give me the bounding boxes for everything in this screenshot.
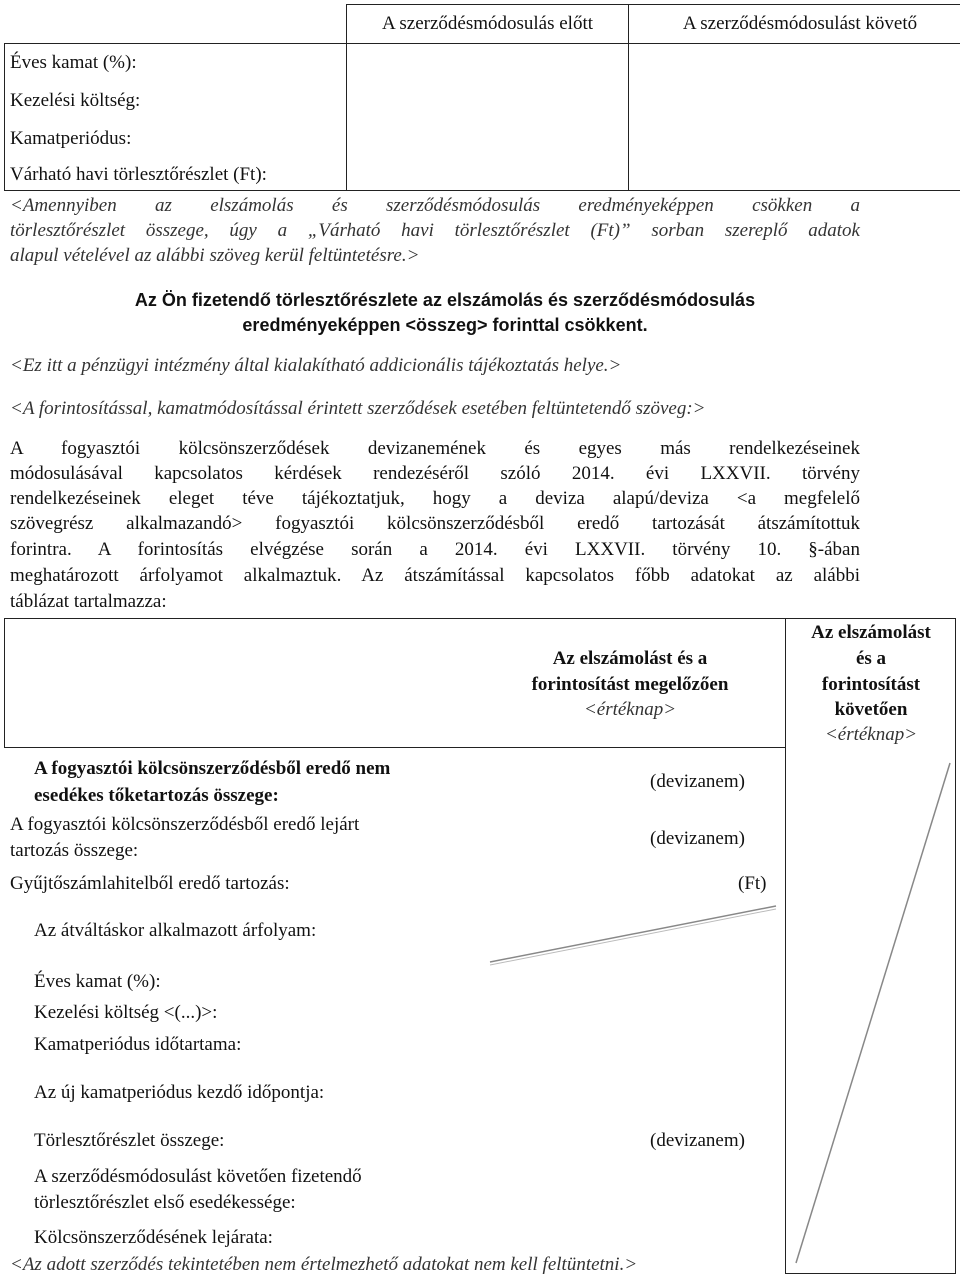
header-after-line: Az elszámolást	[811, 622, 931, 643]
notice-line-1: Az Ön fizetendő törlesztőrészlete az elszámolás és szerződésmódosulás	[134, 290, 756, 310]
additional-info-note: <Ez itt a pénzügyi intézmény által kialakítható addicionális tájékoztatás helye.>	[10, 355, 622, 376]
paragraph-line: forintra. A forintosítás elvégzése során a 2014. évi LXXVII. törvény 10. §-ában	[10, 539, 860, 560]
row-label-installment-amount: Törlesztőrészlet összege:	[34, 1130, 225, 1151]
row-label-annual-interest: Éves kamat (%):	[10, 52, 137, 73]
row-label-overdue: A fogyasztói kölcsönszerződésből eredő lejárt	[10, 814, 360, 835]
paragraph-line: szövegrész alkalmazandó> fogyasztói kölcsönszerződésből eredő tartozását átszámítottuk	[10, 513, 860, 534]
header-before-line: Az elszámolást és a	[552, 648, 708, 669]
note-line: törlesztőrészlet összege, úgy a „Várható havi törlesztőrészlet (Ft)” sorban szereplő adatok	[10, 220, 860, 241]
header-after-line: követően	[834, 699, 908, 720]
header-after-value-date: <értéknap>	[824, 724, 918, 745]
note-line: <Amennyiben az elszámolás és szerződésmódosulás eredményeképpen csökken a	[10, 195, 860, 216]
note-line: alapul vételével az alábbi szöveg kerül feltüntetésre.>	[10, 245, 420, 266]
header-before-value-date: <értéknap>	[583, 699, 677, 720]
row-label-overdue: tartozás összege:	[10, 840, 139, 861]
row-label-monthly-installment: Várható havi törlesztőrészlet (Ft):	[10, 164, 267, 185]
row-unit: (devizanem)	[650, 1130, 745, 1151]
paragraph-line: A fogyasztói kölcsönszerződések devizanemének és egyes más rendelkezéseinek	[10, 438, 860, 459]
notice-line-2: eredményeképpen <összeg> forinttal csökkent.	[242, 315, 648, 335]
row-unit: (devizanem)	[650, 828, 745, 849]
column-header-after: A szerződésmódosulást követő	[682, 13, 918, 34]
row-label-handling-fee: Kezelési költség:	[10, 90, 141, 111]
row-label-principal: esedékes tőketartozás összege:	[34, 785, 279, 806]
paragraph-line: táblázat tartalmazza:	[10, 591, 167, 612]
header-before-line: forintosítást megelőzően	[531, 674, 729, 695]
paragraph-line: módosulásával kapcsolatos kérdések rendezéséről szóló 2014. évi LXXVII. törvény	[10, 463, 860, 484]
conversion-text-note: <A forintosítással, kamatmódosítással érintett szerződések esetében feltüntetendő szöveg:>	[10, 398, 706, 419]
row-label-first-due-date: törlesztőrészlet első esedékessége:	[34, 1192, 296, 1213]
paragraph-line: meghatározott árfolyamot alkalmaztuk. Az átszámítással kapcsolatos főbb adatokat az alábbi	[10, 565, 860, 586]
row-label-first-due-date: A szerződésmódosulást követően fizetendő	[34, 1166, 362, 1187]
row-label-exchange-rate: Az átváltáskor alkalmazott árfolyam:	[34, 920, 317, 941]
header-after-line: és a	[855, 648, 887, 669]
row-label-annual-interest: Éves kamat (%):	[34, 971, 161, 992]
row-label-handling-fee: Kezelési költség <(...)>:	[34, 1002, 218, 1023]
row-unit: (Ft)	[738, 873, 767, 894]
column-header-before: A szerződésmódosulás előtt	[381, 13, 594, 34]
row-label-collection-account: Gyűjtőszámlahitelből eredő tartozás:	[10, 873, 290, 894]
header-after-line: forintosítást	[821, 674, 921, 695]
paragraph-line: rendelkezéseinek eleget téve tájékoztatjuk, hogy a deviza alapú/deviza <a megfelelő	[10, 488, 860, 509]
row-label-loan-maturity: Kölcsönszerződésének lejárata:	[34, 1227, 273, 1248]
footer-note: <Az adott szerződés tekintetében nem értelmezhető adatokat nem kell feltüntetni.>	[10, 1254, 638, 1275]
row-label-interest-period: Kamatperiódus időtartama:	[34, 1034, 242, 1055]
row-label-principal: A fogyasztói kölcsönszerződésből eredő nem	[34, 758, 391, 779]
row-label-interest-period: Kamatperiódus:	[10, 128, 132, 149]
row-label-new-period-start: Az új kamatperiódus kezdő időpontja:	[34, 1082, 325, 1103]
row-unit: (devizanem)	[650, 771, 745, 792]
